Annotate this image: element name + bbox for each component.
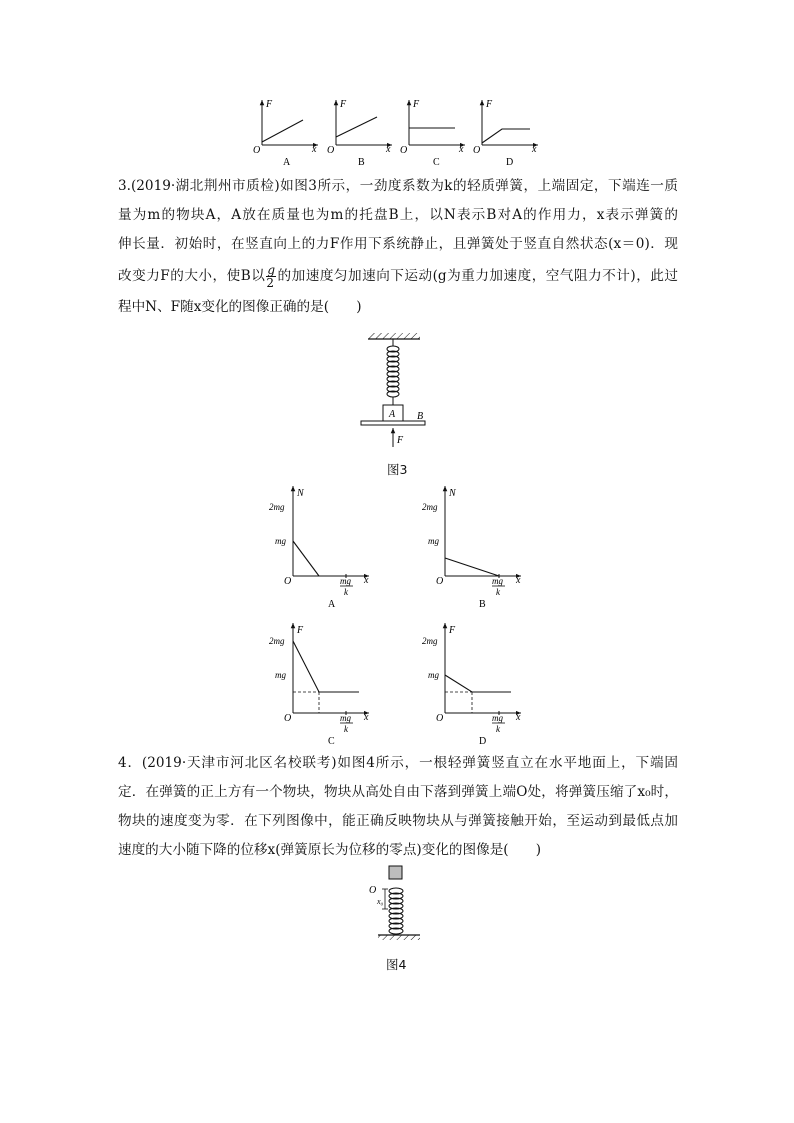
origin-label: O [400, 145, 408, 156]
q4-line-2: 定．在弹簧的正上方有一个物块，物块从高处自由下落到弹簧上端O处，将弹簧压缩了x₀时， [118, 784, 678, 800]
question-4 [118, 749, 678, 865]
q3-graph-a [269, 486, 369, 610]
compression-label: x₀ [377, 897, 384, 906]
option-label: A [283, 157, 291, 168]
tick-2mg: 2mg [269, 502, 285, 512]
option-label: B [358, 157, 365, 168]
frac-num: g [267, 263, 276, 277]
top-graph-c [400, 99, 465, 168]
axis-label-x: x [386, 144, 391, 155]
q3-line-5: 程中N、F随x变化的图像正确的是( ) [118, 299, 362, 315]
graph-line [445, 558, 499, 576]
tick-x-den: k [344, 587, 348, 597]
option-label: C [328, 736, 335, 747]
axis-label-y: N [297, 488, 304, 499]
tick-x-num: mg [340, 713, 351, 723]
graph-line [482, 129, 530, 143]
origin-label: O [253, 145, 261, 156]
q3-line-4-b: 的加速度匀加速向下运动(g为重力加速度，空气阻力不计)，此过 [277, 268, 679, 284]
axis-label-x: x [364, 712, 369, 723]
figure-3 [361, 333, 425, 447]
tick-x-den: k [496, 587, 500, 597]
ground-hatch [378, 935, 420, 940]
tick-mg: mg [428, 536, 439, 546]
question-3 [118, 172, 678, 322]
graph-line [293, 641, 359, 692]
frac-den: 2 [266, 276, 274, 290]
axis-label-x: x [364, 575, 369, 586]
tray-b-label: B [417, 411, 424, 422]
axis-label-y: F [486, 99, 493, 110]
q3-line-1: 3.(2019·湖北荆州市质检)如图3所示，一劲度系数为k的轻质弹簧，上端固定，下端连一质 [118, 178, 678, 194]
tick-mg: mg [275, 536, 286, 546]
spring [389, 888, 403, 934]
figure-4 [369, 866, 420, 940]
option-label: B [479, 599, 486, 610]
spring [387, 346, 399, 397]
point-o-label: O [369, 885, 377, 896]
origin-label: O [436, 576, 444, 587]
graph-line [445, 675, 511, 692]
origin-label: O [284, 576, 292, 587]
tick-x-den: k [496, 724, 500, 734]
force-label: F [397, 435, 404, 446]
axis-label-x: x [312, 144, 317, 155]
axis-label-x: x [532, 144, 537, 155]
option-label: D [506, 157, 514, 168]
figure-3-caption: 图3 [387, 462, 408, 477]
q3-line-2: 量为m的物块A，A放在质量也为m的托盘B上，以N表示B对A的作用力，x表示弹簧的 [118, 207, 678, 223]
falling-block [389, 866, 402, 879]
graph-line [262, 120, 303, 142]
ceiling-hatch [368, 333, 420, 339]
tick-2mg: 2mg [269, 636, 285, 646]
axis-label-y: F [449, 625, 456, 636]
origin-label: O [436, 713, 444, 724]
q3-line-3: 伸长量．初始时，在竖直向上的力F作用下系统静止，且弹簧处于竖直自然状态(x＝0)．现 [118, 236, 678, 252]
tray-b [361, 421, 425, 425]
q3-line-4 [118, 259, 678, 293]
q4-line-3: 物块的速度变为零．在下列图像中，能正确反映物块从与弹簧接触开始，至运动到最低点加 [118, 813, 678, 829]
tick-2mg: 2mg [422, 636, 438, 646]
top-graph-d [473, 99, 538, 168]
axis-label-x: x [459, 144, 464, 155]
axis-label-y: N [449, 488, 456, 499]
graph-line [293, 541, 319, 576]
graph-line [336, 117, 377, 137]
origin-label: O [327, 145, 335, 156]
option-label: D [479, 736, 487, 747]
fraction-g-over-2 [266, 264, 276, 289]
tick-x-num: mg [492, 576, 503, 586]
origin-label: O [473, 145, 481, 156]
q3-graph-d [422, 623, 521, 747]
axis-label-y: F [297, 625, 304, 636]
q3-line-4-a: 改变力F的大小，使B以 [118, 268, 266, 284]
tick-2mg: 2mg [422, 502, 438, 512]
tick-x-num: mg [340, 576, 351, 586]
tick-mg: mg [275, 670, 286, 680]
option-label: A [328, 599, 336, 610]
top-graph-b [327, 99, 392, 168]
q4-line-4: 速度的大小随下降的位移x(弹簧原长为位移的零点)变化的图像是( ) [118, 842, 542, 858]
option-label: C [433, 157, 440, 168]
axis-label-y: F [266, 99, 273, 110]
tick-mg: mg [428, 670, 439, 680]
axis-label-x: x [516, 712, 521, 723]
tick-x-num: mg [492, 713, 503, 723]
figure-4-caption: 图4 [386, 957, 407, 972]
axis-label-y: F [340, 99, 347, 110]
origin-label: O [284, 713, 292, 724]
top-graph-a [253, 99, 318, 168]
tick-x-den: k [344, 724, 348, 734]
q3-graph-c [269, 623, 369, 747]
q3-graph-b [422, 486, 521, 610]
axis-label-y: F [413, 99, 420, 110]
block-a-label: A [389, 409, 396, 420]
axis-label-x: x [516, 575, 521, 586]
q4-line-1: 4．(2019·天津市河北区名校联考)如图4所示，一根轻弹簧竖直立在水平地面上，下端固 [118, 755, 678, 771]
